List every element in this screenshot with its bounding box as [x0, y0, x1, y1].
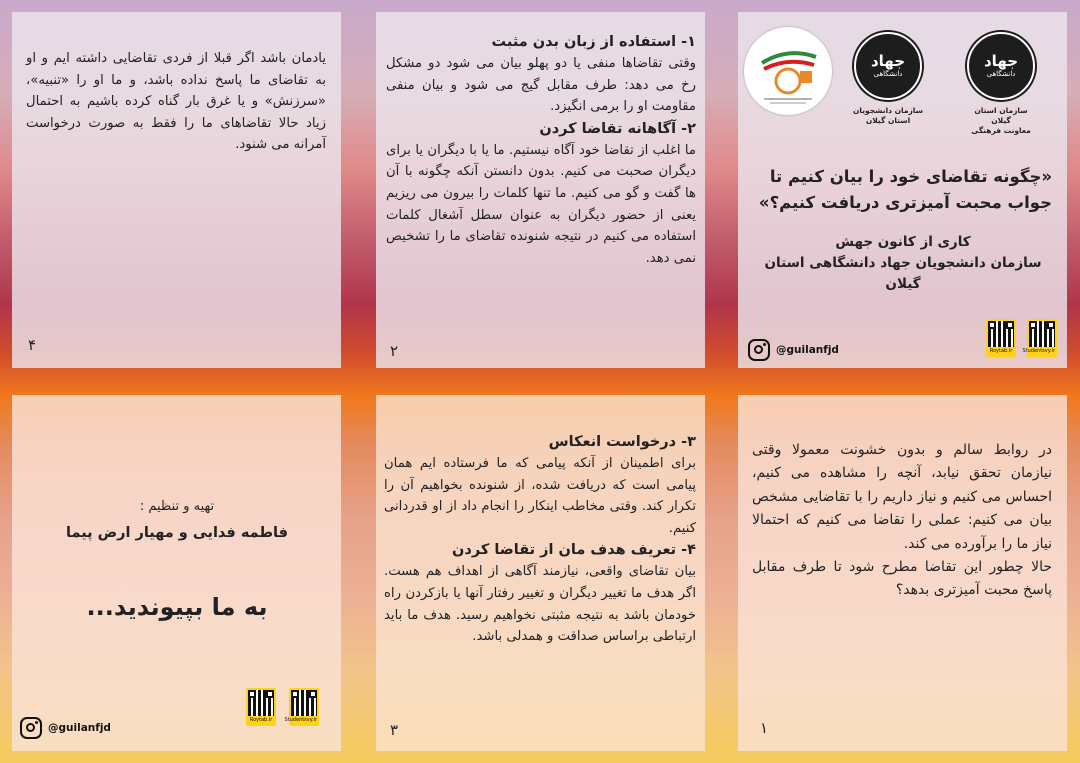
page-number: ۲ [390, 342, 399, 360]
heading-conscious-request: ۲- آگاهانه تقاضا کردن [539, 120, 696, 137]
credit-line-2: سازمان دانشجویان جهاد دانشگاهی استان گیلان [764, 255, 1042, 292]
credit-line-1: کاری از کانون جهش [835, 234, 971, 250]
panel-cover [738, 12, 1067, 368]
instagram-handle[interactable] [748, 339, 839, 361]
qr-label: Roytab.ir [249, 717, 273, 723]
paragraph-1: در روابط سالم و بدون خشونت معمولا وقتی نیازمان تحقق نیابد، آنچه را مشاهده می کنیم، احساس می کنیم و نیاز داریم را با تقاضایی مشخص بیان می کنیم: عملی را تقاضا می کنیم که احتمالا نیاز ما را برآورده می کند. [752, 442, 1052, 552]
heading-define-goal: ۴- تعریف هدف مان از تقاضا کردن [452, 542, 696, 559]
organization-logo [744, 27, 832, 115]
panel2-text [386, 31, 696, 269]
instagram-icon [20, 717, 42, 739]
jahad-emblem [967, 32, 1035, 100]
instagram-handle[interactable] [20, 717, 111, 739]
cover-title: «چگونه تقاضای خود را بیان کنیم تا جواب محبت آمیزتری دریافت کنیم؟» [758, 167, 1052, 212]
qr-label: Roytab.ir [989, 348, 1013, 354]
qr-label: Studentsvy.ir [284, 717, 317, 723]
page-number: ۱ [760, 719, 769, 737]
panel1-text [752, 439, 1052, 603]
prepared-label: تهیه و تنظیم : [139, 499, 215, 514]
instagram-icon [748, 339, 770, 361]
join-us: به ما بپیوندید... [86, 593, 268, 621]
jahad-emblem [854, 32, 922, 100]
qr-code-roytab[interactable] [986, 319, 1016, 357]
logo-caption: سازمان استان گیلان معاونت فرهنگی [971, 106, 1031, 135]
panel-page-3 [376, 395, 705, 751]
page-number: ۴ [28, 336, 37, 354]
logo-sub: دانشگاهی [873, 70, 903, 78]
panel-page-4 [12, 12, 341, 368]
panel3-text [384, 431, 696, 648]
paragraph-2: بیان تقاضای واقعی، نیازمند آگاهی از اهداف هم هست. اگر هدف ما تغییر دیگران و تغییر رفتار آنها یا بازکردن راه خودمان باشد به نتیجه مثبتی نخواهیم رسید. هدف ما باید ارتباطی براساس صداقت و همدلی باشد. [384, 564, 696, 645]
qr-code-studentsvy[interactable] [284, 688, 319, 726]
instagram-name: @guilanfjd [48, 722, 111, 734]
page-number: ۳ [390, 721, 399, 739]
logo-caption: سازمان دانشجویان استان گیلان [853, 106, 923, 125]
panel4-text: یادمان باشد اگر قبلا از فردی تقاضایی داشته ایم و او به تقاضای ما پاسخ نداده باشد، و ما او را «تنبیه»، «سرزنش» و یا غرق بار گناه کرده باشیم به احتمال زیاد حالا تقاضاهای ما را فقط به صورت درخواست آمرانه می شنود. [26, 51, 326, 153]
qr-label: Studentsvy.ir [1022, 348, 1055, 354]
qr-code-icon [248, 690, 274, 716]
qr-code-studentsvy[interactable] [1022, 319, 1057, 357]
qr-code-icon [988, 321, 1014, 347]
instagram-name: @guilanfjd [776, 344, 839, 356]
paragraph-1: برای اطمینان از آنکه پیامی که ما فرستاده ایم همان پیامی است که دریافت شده، از شنونده بخواهیم آن را تکرار کند. وقتی مخاطب اینکار را انجام داد از او قدردانی کنیم. [384, 456, 696, 536]
authors: فاطمه فدایی و مهیار ارض پیما [66, 525, 288, 541]
panel-back [12, 395, 341, 751]
jahad-logo-guilan [966, 32, 1036, 136]
paragraph-2: ما اغلب از تقاضا خود آگاه نیستیم. ما یا با دیگران یا برای دیگران صحبت می کنیم. بدون دانستن آنکه چگونه با آن ها گفت و گو می کنیم. ما تنها کلمات را بیرون می ریزیم یعنی از حضور دیگران به عنوان سطل آشغال کلمات استفاده می کنیم در نتیجه شنونده تقاضای ما را تشخیص نمی دهد. [386, 142, 696, 266]
panel-page-1 [738, 395, 1067, 751]
logo-sub: دانشگاهی [986, 70, 1016, 78]
panel-page-2 [376, 12, 705, 368]
qr-code-icon [1029, 321, 1055, 347]
cover-credit [748, 232, 1058, 295]
heading-request-reflection: ۳- درخواست انعکاس [548, 434, 696, 450]
logo-title: جهاد [983, 52, 1019, 70]
heading-positive-body-language: ۱- استفاده از زبان بدن مثبت [491, 34, 696, 50]
qr-code-icon [291, 690, 317, 716]
paragraph-1: وقتی تقاضاها منفی یا دو پهلو بیان می شود دو مشکل رخ می دهد: طرف مقابل گیج می شود و بیان منفی مقاومت او را برمی انگیزد. [386, 56, 696, 115]
logo-title: جهاد [870, 52, 906, 70]
paragraph-2: حالا چطور این تقاضا مطرح شود تا طرف مقابل پاسخ محبت آمیزتری بدهد؟ [752, 559, 1052, 599]
qr-code-roytab[interactable] [246, 688, 276, 726]
jahad-logo-students [853, 32, 923, 126]
